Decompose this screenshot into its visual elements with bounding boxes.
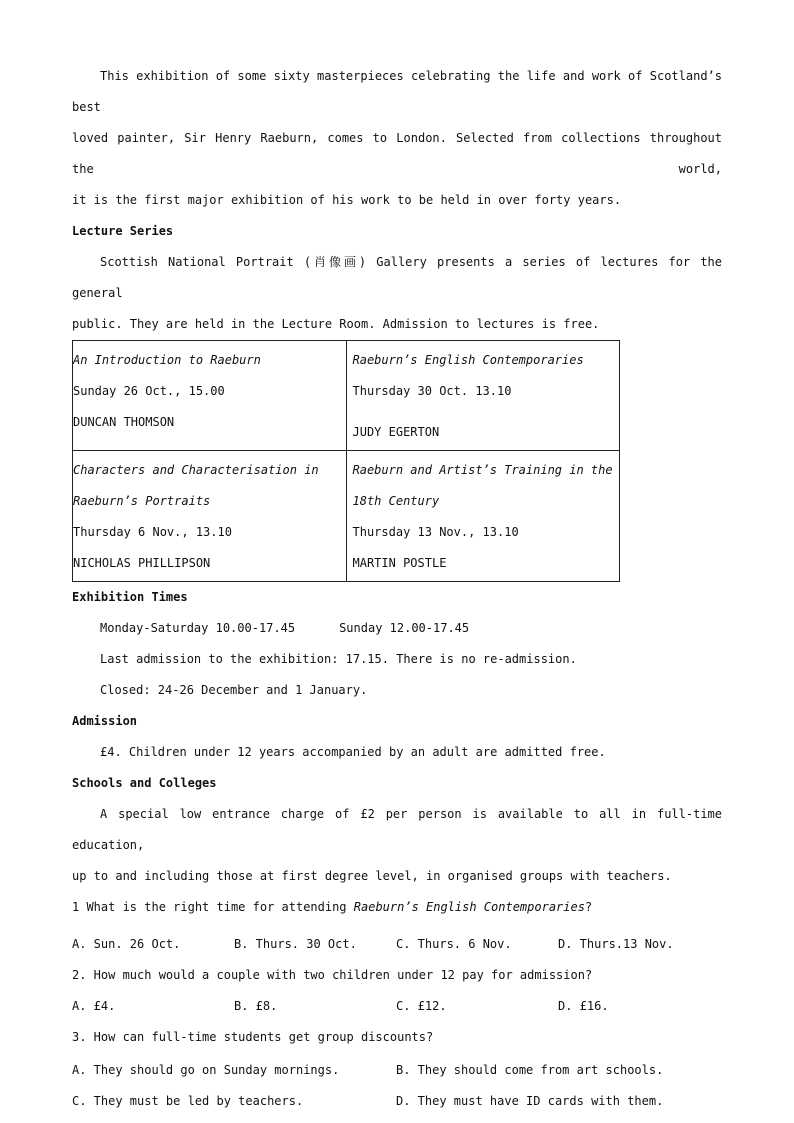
question-1	[72, 892, 722, 923]
lecture-series-text-1: Scottish National Portrait (肖像画) Gallery presents a series of lectures for the general	[72, 255, 722, 300]
sunday-hours: Sunday 12.00-17.45	[339, 621, 470, 635]
intro-line-3: it is the first major exhibition of his work to be held in over forty years.	[72, 193, 622, 207]
question-1-text: 1 What is the right time for attending	[72, 900, 354, 914]
option-a[interactable]: A. £4.	[72, 999, 116, 1013]
question-3-options-row-2	[72, 1086, 722, 1117]
lecture-time: Thursday 13 Nov., 13.10	[352, 525, 519, 539]
lecture-speaker: DUNCAN THOMSON	[73, 415, 175, 429]
option-b[interactable]: B. £8.	[234, 999, 278, 1013]
last-admission: Last admission to the exhibition: 17.15. There is no re-admission.	[100, 652, 577, 666]
lecture-cell	[346, 451, 620, 582]
schools-text-1: A special low entrance charge of £2 per person is available to all in full-time education,	[72, 807, 722, 852]
option-c[interactable]: C. Thurs. 6 Nov.	[396, 937, 512, 951]
intro-line-1: This exhibition of some sixty masterpieces celebrating the life and work of Scotland’s best	[72, 69, 722, 114]
table-row	[73, 341, 620, 451]
schools-text-2: up to and including those at first degree level, in organised groups with teachers.	[72, 869, 672, 883]
lecture-time: Sunday 26 Oct., 15.00	[73, 384, 225, 398]
table-row	[73, 451, 620, 582]
option-d[interactable]: D. They must have ID cards with them.	[396, 1094, 664, 1108]
lecture-title-line-1: Characters and Characterisation in	[73, 463, 319, 477]
lecture-speaker: MARTIN POSTLE	[352, 556, 447, 570]
question-1-suffix: ?	[584, 900, 593, 914]
option-a[interactable]: A. Sun. 26 Oct.	[72, 937, 181, 951]
lecture-speaker: JUDY EGERTON	[352, 425, 440, 439]
lecture-title-line-2: Raeburn’s Portraits	[73, 494, 211, 508]
lecture-speaker: NICHOLAS PHILLIPSON	[73, 556, 211, 570]
admission-text: £4. Children under 12 years accompanied by an adult are admitted free.	[100, 745, 606, 759]
document-page	[72, 61, 722, 1117]
option-c[interactable]: C. £12.	[396, 999, 447, 1013]
question-2: 2. How much would a couple with two children under 12 pay for admission?	[72, 968, 593, 982]
option-b[interactable]: B. They should come from art schools.	[396, 1063, 664, 1077]
question-2-options	[72, 991, 722, 1022]
lecture-time: Thursday 6 Nov., 13.10	[73, 525, 232, 539]
lecture-cell	[73, 341, 347, 451]
lecture-series-text-2: public. They are held in the Lecture Room. Admission to lectures is free.	[72, 317, 600, 331]
question-3: 3. How can full-time students get group discounts?	[72, 1030, 434, 1044]
admission-heading: Admission	[72, 714, 138, 728]
option-c[interactable]: C. They must be led by teachers.	[72, 1094, 304, 1108]
lecture-cell	[346, 341, 620, 451]
weekday-hours: Monday-Saturday 10.00-17.45	[100, 621, 296, 635]
lecture-title-line-1: Raeburn and Artist’s Training in the	[352, 463, 613, 477]
question-1-options	[72, 929, 722, 960]
exhibition-times-block	[72, 613, 722, 706]
lecture-table	[72, 340, 620, 582]
schools-heading: Schools and Colleges	[72, 776, 217, 790]
option-d[interactable]: D. £16.	[558, 999, 609, 1013]
lecture-title: An Introduction to Raeburn	[73, 353, 261, 367]
lecture-series-heading: Lecture Series	[72, 224, 174, 238]
question-3-options-row-1	[72, 1055, 722, 1086]
option-b[interactable]: B. Thurs. 30 Oct.	[234, 937, 357, 951]
lecture-title-line-2: 18th Century	[352, 494, 440, 508]
intro-line-2: loved painter, Sir Henry Raeburn, comes to London. Selected from collections throughout the world,	[72, 131, 722, 176]
exhibition-times-heading: Exhibition Times	[72, 590, 188, 604]
closed-dates: Closed: 24-26 December and 1 January.	[100, 683, 368, 697]
lecture-cell	[73, 451, 347, 582]
question-1-italic: Raeburn’s English Contemporaries	[353, 900, 585, 914]
option-d[interactable]: D. Thurs.13 Nov.	[558, 937, 674, 951]
option-a[interactable]: A. They should go on Sunday mornings.	[72, 1063, 340, 1077]
lecture-title: Raeburn’s English Contemporaries	[352, 353, 584, 367]
opening-hours	[100, 613, 722, 644]
lecture-time: Thursday 30 Oct. 13.10	[352, 384, 512, 398]
